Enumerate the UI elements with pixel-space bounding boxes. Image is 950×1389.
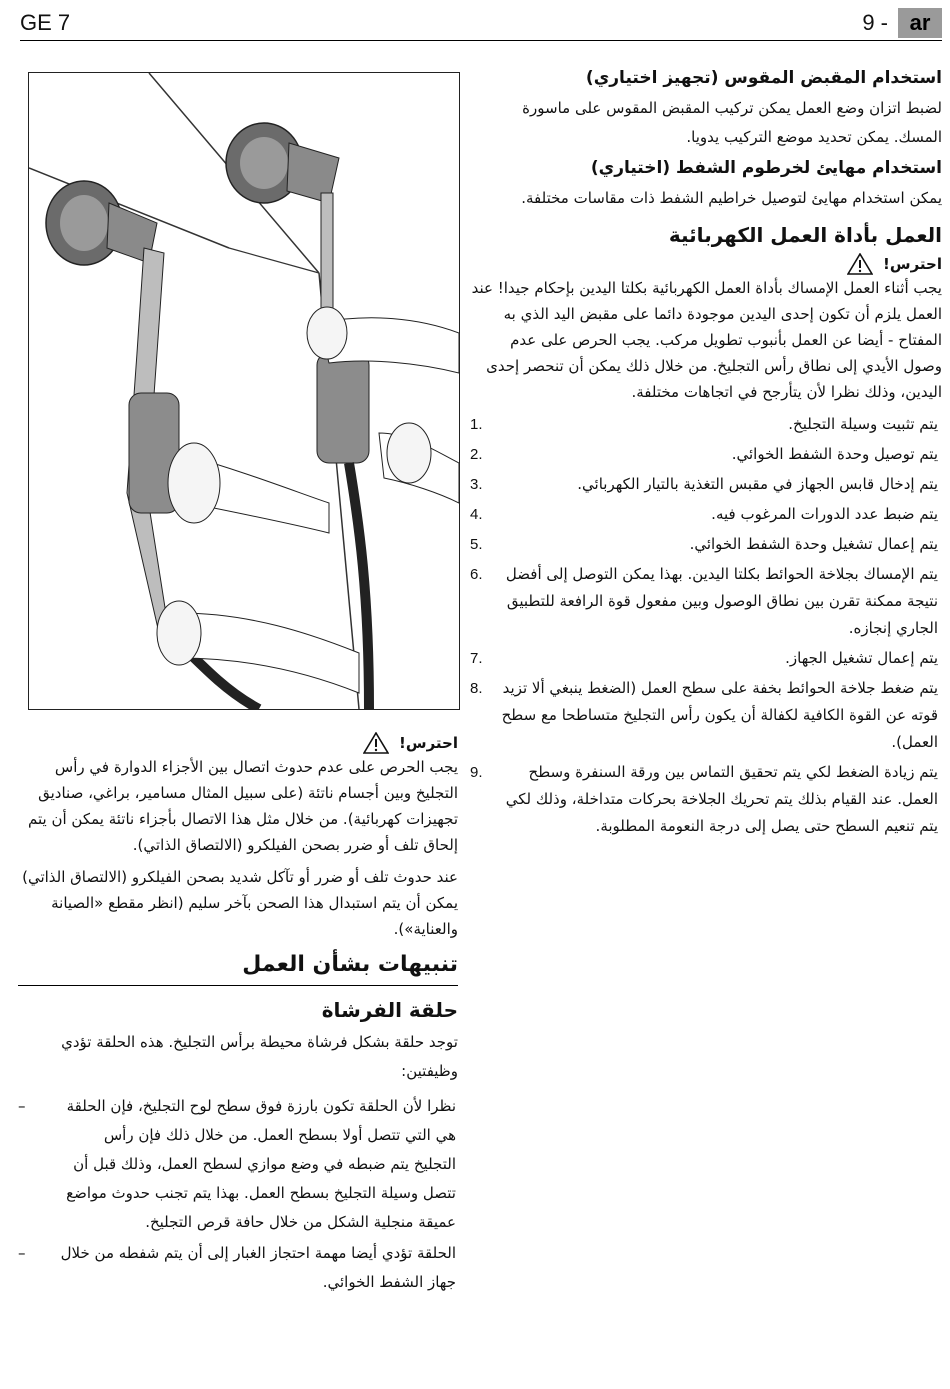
velcro-replace-text: عند حدوث تلف أو ضرر أو تآكل شديد بصحن الفيلكرو (الالتصاق الذاتي) يمكن أن يتم استبدال هذا الصحن بآخر سليم (انظر مقطع «الصيانة والعناية»). (22, 868, 458, 938)
operation-steps (470, 411, 942, 840)
step-item: يتم تثبيت وسيلة التجليخ. 1. (470, 415, 938, 433)
step-item: يتم توصيل وحدة الشفط الخوائي. 2. (470, 445, 938, 463)
step-item: يتم إدخال قابس الجهاز في مقبس التغذية بالتيار الكهربائي. 3. (470, 475, 938, 493)
bow-handle-heading: استخدام المقبض المقوس (تجهيز اختياري) (585, 68, 942, 88)
step-item: يتم إعمال تشغيل وحدة الشفط الخوائي. 5. (470, 535, 938, 553)
bow-handle-text: لضبط اتزان وضع العمل يمكن تركيب المقبض المقوس على ماسورة المسك. يمكن تحديد موضع التركيب يدويا. (522, 99, 942, 146)
adapter-heading: استخدام مهايئ لخرطوم الشفط (اختياري) (590, 158, 942, 178)
list-item: الحلقة تؤدي أيضا مهمة احتجاز الغبار إلى أن يتم شفطه من خلال جهاز الشفط الخوائي. – (18, 1244, 456, 1291)
work-notes-heading: تنبيهات بشأن العمل (242, 952, 458, 977)
operation-heading: العمل بأداة العمل الكهربائية (668, 223, 942, 247)
velcro-caution-text: يجب الحرص على عدم حدوث اتصال بين الأجزاء الدوارة في رأس التجليخ وبين أجسام ناتئة (على سبيل المثال مسامير، براغي، صناديق تجهيزات كهربائية). من خلال مثل هذا الاتصال بأجزاء ناتئة يمكن أن يتم إلحاق تلف أو ضرر بصحن الفيلكرو (الالتصاق الذاتي). (28, 758, 458, 854)
brush-ring-intro: توجد حلقة بشكل فرشاة محيطة برأس التجليخ. هذه الحلقة تؤدي وظيفتين: (61, 1033, 458, 1080)
right-sander-figure (226, 123, 459, 709)
step-item: يتم إعمال تشغيل الجهاز. 7. (470, 649, 938, 667)
caution-text: يجب أثناء العمل الإمساك بأداة العمل الكهربائية بكلتا اليدين بإحكام جيدا! عند العمل يلزم أن تكون إحدى اليدين موجودة دائما على مقبض اليد الذي به المفتاح - أيضا عن العمل بأنبوب تطويل مركب. يجب الحرص على عدم وصول الأيدي إلى نطاق رأس التجليخ. من خلال ذلك يمكن أن تنحصر إحدى اليدين، وذلك نظرا لأن يتأرجح في اتجاهات مختلفة. (471, 279, 942, 401)
left-column (18, 728, 458, 1299)
brush-ring-heading: حلقة الفرشاة (321, 998, 458, 1022)
language-badge: ar (898, 8, 942, 38)
step-item: يتم ضبط عدد الدورات المرغوب فيه. 4. (470, 505, 938, 523)
wall-sander-illustration (28, 72, 460, 710)
brush-ring-list (18, 1092, 458, 1297)
step-item: يتم زيادة الضغط لكي يتم تحقيق التماس بين ورقة السنفرة وسطح العمل. عند القيام بذلك يتم تحريك الجلاخة بحركات متداخلة، وذلك لكي يتم تنعيم السطح حتى يصل إلى درجة النعومة المطلوبة. 9. (470, 763, 938, 835)
caution-line (470, 253, 942, 275)
right-column (470, 62, 942, 843)
section-rule (18, 985, 458, 986)
step-item: يتم الإمساك بجلاخة الحوائط بكلتا اليدين. بهذا يمكن التوصل إلى أفضل نتيجة ممكنة تقرن بين نطاق الوصول وبين مفعول قوة الرافعة للتطبيق الجاري إنجازه. 6. (470, 565, 938, 637)
header-rule (20, 40, 942, 41)
caution-label-left: احترس! (399, 734, 458, 752)
adapter-text: يمكن استخدام مهايئ لتوصيل خراطيم الشفط ذات مقاسات مختلفة. (521, 189, 942, 207)
left-sander-figure (46, 181, 359, 709)
caution-line-left (18, 732, 458, 754)
model-label: GE 7 (20, 10, 71, 35)
warning-triangle-icon (363, 732, 389, 754)
warning-triangle-icon (847, 253, 873, 275)
list-item: نظرا لأن الحلقة تكون بارزة فوق سطح لوح التجليخ، فإن الحلقة هي التي تتصل أولا بسطح العمل. من خلال ذلك فإن رأس التجليخ يتم ضبطه في وضع موازي لسطح العمل، وذلك قبل أن تتصل وسيلة التجليخ بسطح العمل. بهذا يتم تجنب حدوث مواضع عميقة منجلية الشكل من خلال حافة قرص التجليخ. – (18, 1097, 456, 1231)
page-number: 9 - (862, 10, 888, 35)
caution-label: احترس! (883, 255, 942, 273)
step-item: يتم ضغط جلاخة الحوائط بخفة على سطح العمل (الضغط ينبغي ألا تزيد قوته عن القوة الكافية لكفالة أن يكون رأس التجليخ متساطحا مع سطح العمل). 8. (470, 679, 938, 751)
